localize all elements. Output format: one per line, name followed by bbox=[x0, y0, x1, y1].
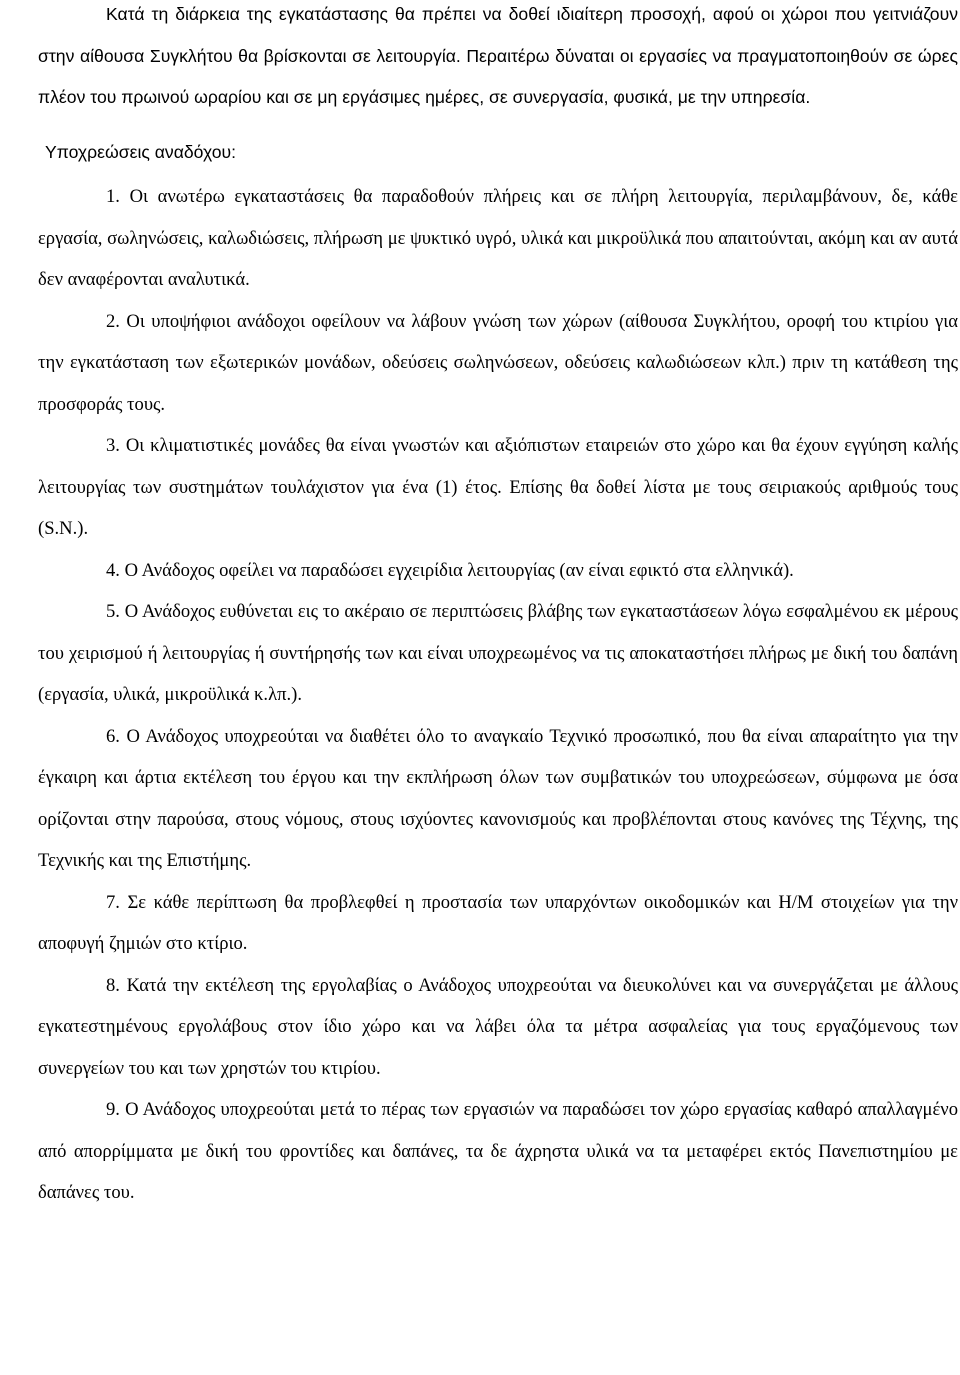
item-text: Οι κλιματιστικές μονάδες θα είναι γνωστών και αξιόπιστων εταιρειών στο χώρο και θα έχουν εγγύηση καλής λειτουργίας των συστημάτων τουλάχιστον για ένα (1) έτος. Επίσης θα δοθεί λίστα με τους σειριακούς αριθμούς τους (S.N.). bbox=[38, 435, 958, 539]
item-text: Ο Ανάδοχος ευθύνεται εις το ακέραιο σε περιπτώσεις βλάβης των εγκαταστάσεων λόγω εσφαλμένου εκ μέρους του χειρισμού ή λειτουργίας ή συντήρησής των και είναι υποχρεωμένος να τις αποκαταστήσει πλήρως με δική του δαπάνη (εργασία, υλικά, μικροϋλικά κ.λπ.). bbox=[38, 601, 958, 705]
item-number: 4. bbox=[106, 559, 120, 581]
item-number: 7. bbox=[106, 891, 120, 913]
list-item bbox=[38, 550, 958, 592]
item-number: 5. bbox=[106, 601, 120, 622]
item-number: 1. bbox=[106, 186, 120, 207]
item-number: 6. bbox=[106, 725, 120, 747]
section-heading: Υποχρεώσεις αναδόχου: bbox=[45, 141, 237, 162]
list-item bbox=[38, 716, 958, 882]
item-text: Ο Ανάδοχος υποχρεούται μετά το πέρας των εργασιών να παραδώσει τον χώρο εργασίας καθαρό απαλλαγμένο από απορρίμματα με δική του φροντίδες και δαπάνες, τα δε άχρηστα υλικά να τα μεταφέρει εκτός Πανεπιστημίου με δαπάνες του. bbox=[38, 1099, 958, 1203]
list-item bbox=[38, 882, 958, 965]
item-text: Σε κάθε περίπτωση θα προβλεφθεί η προστασία των υπαρχόντων οικοδομικών και Η/Μ στοιχείων για την αποφυγή ζημιών στο κτίριο. bbox=[38, 891, 958, 954]
item-number: 9. bbox=[106, 1099, 120, 1120]
item-number: 2. bbox=[106, 310, 120, 332]
list-item bbox=[38, 176, 958, 301]
item-text: Οι ανωτέρω εγκαταστάσεις θα παραδοθούν πλήρεις και σε πλήρη λειτουργία, περιλαμβάνουν, δε, κάθε εργασία, σωληνώσεις, καλωδιώσεις, πλήρωση με ψυκτικό υγρό, υλικά και μικροϋλικά που απαιτούνται, ακόμη και αν αυτά δεν αναφέρονται αναλυτικά. bbox=[38, 186, 958, 290]
list-item bbox=[38, 965, 958, 1090]
item-number: 3. bbox=[106, 435, 120, 456]
item-text: Οι υποψήφιοι ανάδοχοι οφείλουν να λάβουν γνώση των χώρων (αίθουσα Συγκλήτου, οροφή του κτιρίου για την εγκατάσταση των εξωτερικών μονάδων, οδεύσεις σωληνώσεων, οδεύσεις καλωδιώσεων κλπ.) πριν τη κατάθεση της προσφοράς τους. bbox=[38, 310, 958, 415]
obligations-list bbox=[38, 176, 958, 1214]
list-item bbox=[38, 301, 958, 426]
document-page bbox=[38, 0, 958, 1214]
item-number: 8. bbox=[106, 974, 120, 996]
list-item bbox=[38, 1089, 958, 1214]
item-text: Ο Ανάδοχος υποχρεούται να διαθέτει όλο το αναγκαίο Τεχνικό προσωπικό, που θα είναι απαραίτητο για την έγκαιρη και άρτια εκτέλεση του έργου και την εκπλήρωση όλων των συμβατικών του υποχρεώσεων, σύμφωνα με όσα ορίζονται στην παρούσα, στους νόμους, στους ισχύοντες κανονισμούς και προβλέπονται στους κανόνες της Τέχνης, της Τεχνικής και της Επιστήμης. bbox=[38, 725, 958, 871]
intro-paragraph: Κατά τη διάρκεια της εγκατάστασης θα πρέπει να δοθεί ιδιαίτερη προσοχή, αφού οι χώροι που γειτνιάζουν στην αίθουσα Συγκλήτου θα βρίσκονται σε λειτουργία. Περαιτέρω δύναται οι εργασίες να πραγματοποιηθούν σε ώρες πλέον του πρωινού ωραρίου και σε μη εργάσιμες ημέρες, σε συνεργασία, φυσικά, με την υπηρεσία. bbox=[38, 4, 958, 107]
item-text: Ο Ανάδοχος οφείλει να παραδώσει εγχειρίδια λειτουργίας (αν είναι εφικτό στα ελληνικά). bbox=[124, 559, 794, 581]
list-item bbox=[38, 425, 958, 550]
item-text: Κατά την εκτέλεση της εργολαβίας ο Ανάδοχος υποχρεούται να διευκολύνει και να συνεργάζεται με άλλους εγκατεστημένους εργολάβους στον ίδιο χώρο και να λάβει όλα τα μέτρα ασφαλείας για τους εργαζόμενους των συνεργείων του και των χρηστών του κτιρίου. bbox=[38, 974, 958, 1079]
list-item bbox=[38, 591, 958, 716]
